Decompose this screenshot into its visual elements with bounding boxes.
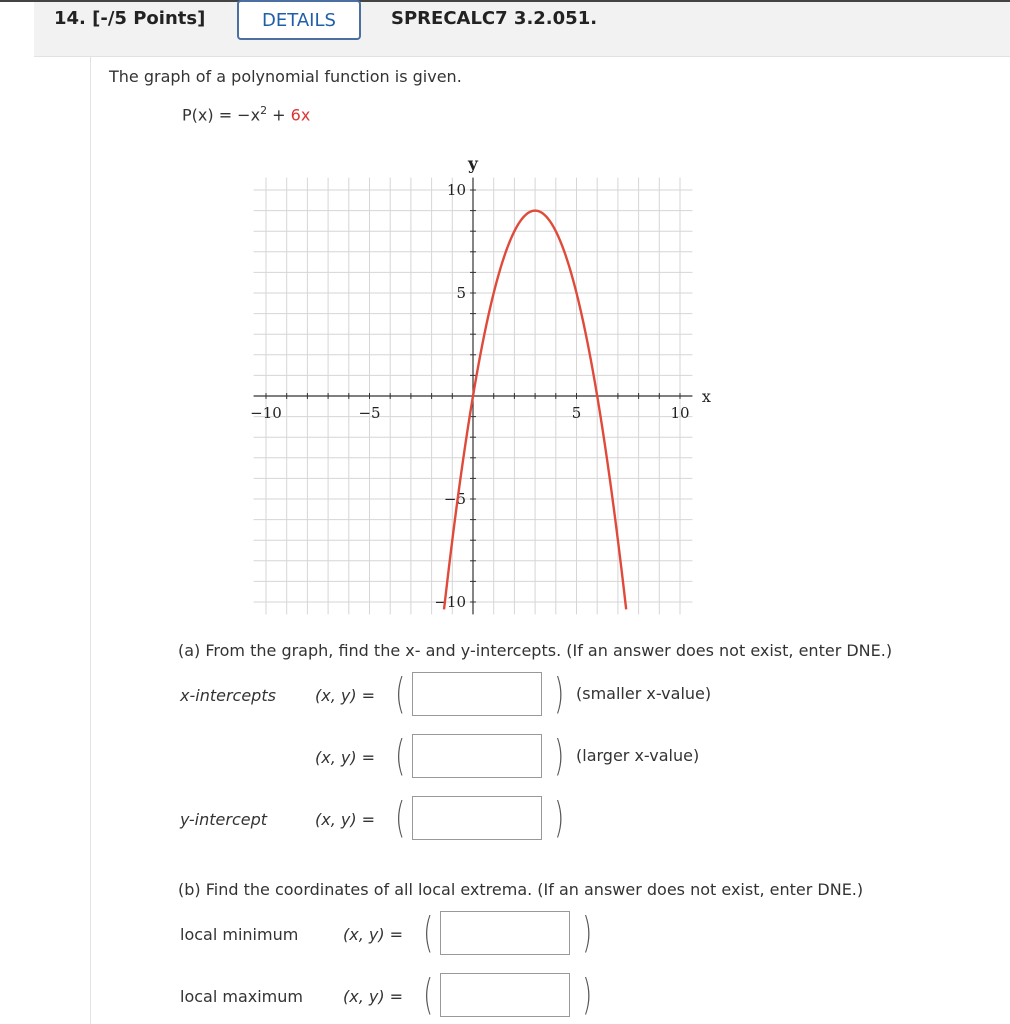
- local-maximum-label: local maximum: [180, 987, 303, 1006]
- x-tick-label: 10: [670, 404, 690, 422]
- polynomial-graph: [232, 145, 722, 625]
- part-b-prompt: (b) Find the coordinates of all local extrema. (If an answer does not exist, enter DNE.): [178, 880, 864, 899]
- x-intercept-smaller-input[interactable]: [412, 672, 542, 716]
- open-paren: (: [395, 793, 406, 842]
- close-paren: ): [554, 669, 565, 718]
- smaller-x-note: (smaller x-value): [576, 684, 712, 703]
- part-a-prompt: (a) From the graph, find the x- and y-intercepts. (If an answer does not exist, enter DNE.): [178, 641, 893, 660]
- function-definition: [182, 104, 310, 124]
- local-minimum-label: local minimum: [180, 925, 299, 944]
- function-exponent: 2: [260, 104, 268, 117]
- open-paren: (: [395, 669, 406, 718]
- question-number: 14. [-/5 Points]: [54, 8, 206, 29]
- y-tick-label: −10: [434, 593, 466, 611]
- xy-label-smaller: (x, y) =: [315, 686, 376, 705]
- xy-label-y: (x, y) =: [315, 810, 376, 829]
- y-tick-label: 5: [456, 284, 466, 302]
- open-paren: (: [395, 731, 406, 780]
- xy-label-min: (x, y) =: [343, 925, 404, 944]
- function-lhs: P(x) = −x: [182, 105, 261, 125]
- y-tick-label: 10: [446, 181, 466, 199]
- xy-label-max: (x, y) =: [343, 987, 404, 1006]
- x-tick-label: 5: [571, 404, 582, 422]
- x-intercept-larger-input[interactable]: [412, 734, 542, 778]
- details-button[interactable]: DETAILS: [237, 0, 361, 40]
- open-paren: (: [423, 908, 434, 957]
- local-minimum-input[interactable]: [440, 911, 570, 955]
- function-linear-term: 6x: [290, 105, 311, 125]
- x-tick-label: −5: [358, 404, 381, 422]
- y-intercept-input[interactable]: [412, 796, 542, 840]
- open-paren: (: [423, 970, 434, 1019]
- x-axis-label: x: [701, 387, 711, 406]
- xy-label-larger: (x, y) =: [315, 748, 376, 767]
- larger-x-note: (larger x-value): [576, 746, 700, 765]
- x-intercepts-label: x-intercepts: [180, 686, 276, 705]
- course-code: SPRECALC7 3.2.051.: [391, 8, 598, 29]
- function-operator: +: [267, 105, 291, 125]
- problem-intro: The graph of a polynomial function is given.: [109, 67, 462, 86]
- y-intercept-label: y-intercept: [180, 810, 268, 829]
- local-maximum-input[interactable]: [440, 973, 570, 1017]
- left-divider: [90, 56, 91, 1024]
- y-axis-label: y: [468, 154, 478, 175]
- close-paren: ): [554, 793, 565, 842]
- y-tick-label: −5: [443, 490, 466, 508]
- close-paren: ): [554, 731, 565, 780]
- close-paren: ): [582, 970, 593, 1019]
- question-header: [34, 2, 1010, 57]
- close-paren: ): [582, 908, 593, 957]
- x-tick-label: −10: [250, 404, 282, 422]
